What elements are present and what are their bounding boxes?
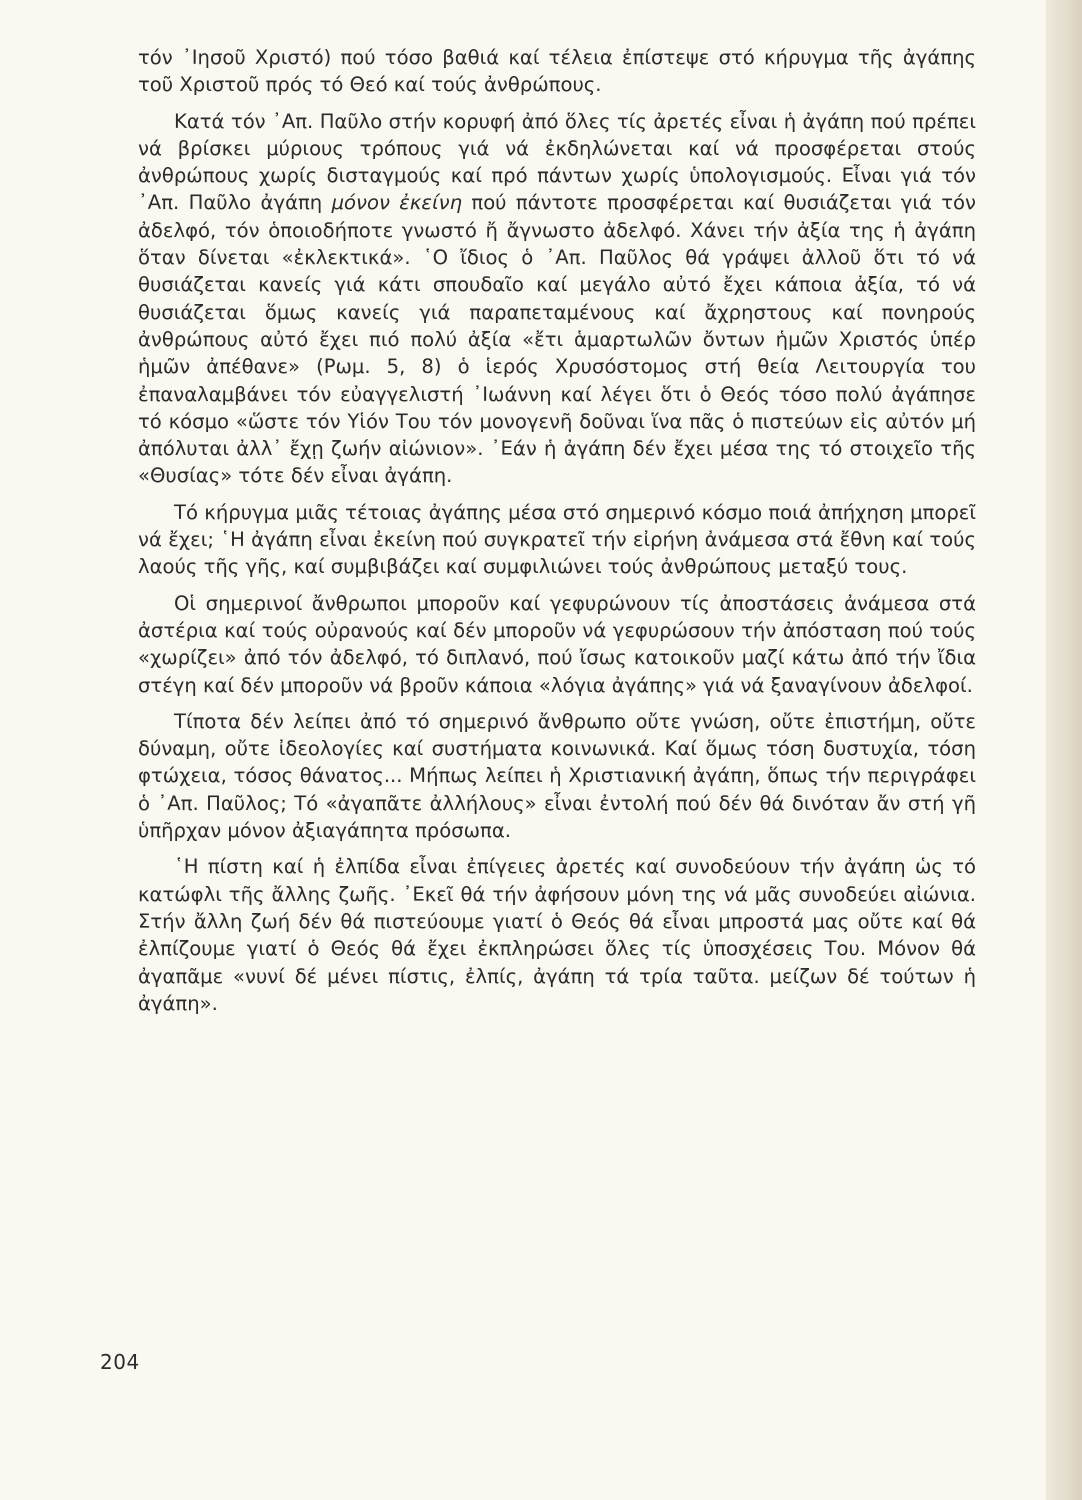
- book-text: [138, 44, 976, 1017]
- paragraph-2-text-b: πού πάντοτε προσφέρεται καί θυσιάζεται γιά τόν ἀδελφό, τόν ὁποιοδήποτε γνωστό ἤ ἄγνωστο ἀδελφό. Χάνει τήν ἀξία της ἡ ἀγάπη ὅταν δίνεται «ἐκλεκτικά». ῾Ο ἴδιος ὁ ᾿Απ. Παῦλος θά γράψει ἀλλοῦ ὅτι τό νά θυσιάζεται κανείς γιά κάτι σπουδαῖο καί μεγάλο αὐτό ἔχει κάποια ἀξία, τό νά θυσιάζεται ὅμως κανείς γιά παραπεταμένους καί ἄχρηστους καί πονηρούς ἀνθρώπους αὐτό ἔχει πιό πολύ ἀξία «ἔτι ἁμαρτωλῶν ὄντων ἡμῶν Χριστός ὑπέρ ἡμῶν ἀπέθανε» (Ρωμ. 5, 8) ὁ ἱερός Χρυσόστομος στή θεία Λειτουργία του ἐπαναλαμβάνει τόν εὐαγγελιστή ᾿Ιωάννη καί λέγει ὅτι ὁ Θεός τόσο πολύ ἀγάπησε τό κόσμο «ὥστε τόν Υἱόν Του τόν μονογενῆ δοῦναι ἵνα πᾶς ὁ πιστεύων εἰς αὐτόν μή ἀπόλυται ἀλλ᾿ ἔχῃ ζωήν αἰώνιον». ᾿Εάν ἡ ἀγάπη δέν ἔχει μέσα της τό στοιχεῖο τῆς «Θυσίας» τότε δέν εἶναι ἀγάπη.: [138, 191, 976, 488]
- page-edge-shadow: [1046, 0, 1082, 1500]
- paragraph-4: [138, 590, 976, 699]
- paragraph-5: [138, 708, 976, 844]
- paragraph-4-text: Οἱ σημερινοί ἄνθρωποι μποροῦν καί γεφυρώνουν τίς ἀποστάσεις ἀνάμεσα στά ἀστέρια καί τούς οὐρανούς καί δέν μποροῦν νά γεφυρώσουν τήν ἀπόσταση πού τούς «χωρίζει» ἀπό τόν ἀδελφό, τό διπλανό, πού ἴσως κατοικοῦν μαζί κάτω ἀπό τήν ἴδια στέγη καί δέν μποροῦν νά βροῦν κάποια «λόγια ἀγάπης» γιά νά ξαναγίνουν ἀδελφοί.: [138, 591, 976, 697]
- paragraph-1-text: τόν ᾿Ιησοῦ Χριστό) πού τόσο βαθιά καί τέλεια ἐπίστεψε στό κήρυγμα τῆς ἀγάπης τοῦ Χριστοῦ πρός τό Θεό καί τούς ἀνθρώπους.: [138, 46, 976, 97]
- paragraph-5-text: Τίποτα δέν λείπει ἀπό τό σημερινό ἄνθρωπο οὔτε γνώση, οὔτε ἐπιστήμη, οὔτε δύναμη, οὔτε ἰδεολογίες καί συστήματα κοινωνικά. Καί ὅμως τόση δυστυχία, τόση φτώχεια, τόσος θάνατος... Μήπως λείπει ἡ Χριστιανική ἀγάπη, ὅπως τήν περιγράφει ὁ ᾿Απ. Παῦλος; Τό «ἀγαπᾶτε ἀλλήλους» εἶναι ἐντολή πού δέν θά δινόταν ἄν στή γῆ ὑπῆρχαν μόνον ἀξιαγάπητα πρόσωπα.: [138, 709, 976, 843]
- paragraph-2-emphasis: μόνον ἐκείνη: [331, 191, 463, 215]
- paragraph-2-text-a: Κατά τόν ᾿Απ. Παῦλο στήν κορυφή ἀπό ὅλες τίς ἀρετές εἶναι ἡ ἀγάπη πού πρέπει νά βρίσκει μύριους τρόπους γιά νά ἐκδηλώνεται καί νά προσφέρεται στούς ἀνθρώπους χωρίς δισταγμούς καί πρό πάντων χωρίς ὑπολογισμούς. Εἶναι γιά τόν ᾿Απ. Παῦλο ἀγάπη: [138, 109, 976, 215]
- paragraph-6: [138, 853, 976, 1017]
- paragraph-6-text: ῾Η πίστη καί ἡ ἐλπίδα εἶναι ἐπίγειες ἀρετές καί συνοδεύουν τήν ἀγάπη ὡς τό κατώφλι τῆς ἄλλης ζωῆς. ᾿Εκεῖ θά τήν ἀφήσουν μόνη της νά μᾶς συνοδεύει αἰώνια. Στήν ἄλλη ζωή δέν θά πιστεύουμε γιατί ὁ Θεός θά εἶναι μπροστά μας οὔτε καί θά ἐλπίζουμε γιατί ὁ Θεός θά ἔχει ἐκπληρώσει ὅλες τίς ὑποσχέσεις Του. Μόνον θά ἀγαπᾶμε «νυνί δέ μένει πίστις, ἐλπίς, ἀγάπη τά τρία ταῦτα. μείζων δέ τούτων ἡ ἀγάπη».: [138, 855, 976, 1015]
- paragraph-1: [138, 44, 976, 99]
- page-number: 204: [100, 1350, 140, 1374]
- paragraph-3-text: Τό κήρυγμα μιᾶς τέτοιας ἀγάπης μέσα στό σημερινό κόσμο ποιά ἀπήχηση μπορεῖ νά ἔχει; ῾Η ἀγάπη εἶναι ἐκείνη πού συγκρατεῖ τήν εἰρήνη ἀνάμεσα στά ἔθνη καί τούς λαούς τῆς γῆς, καί συμβιβάζει καί συμφιλιώνει τούς ἀνθρώπους μεταξύ τους.: [138, 500, 976, 579]
- paragraph-2: [138, 108, 976, 490]
- paragraph-3: [138, 499, 976, 581]
